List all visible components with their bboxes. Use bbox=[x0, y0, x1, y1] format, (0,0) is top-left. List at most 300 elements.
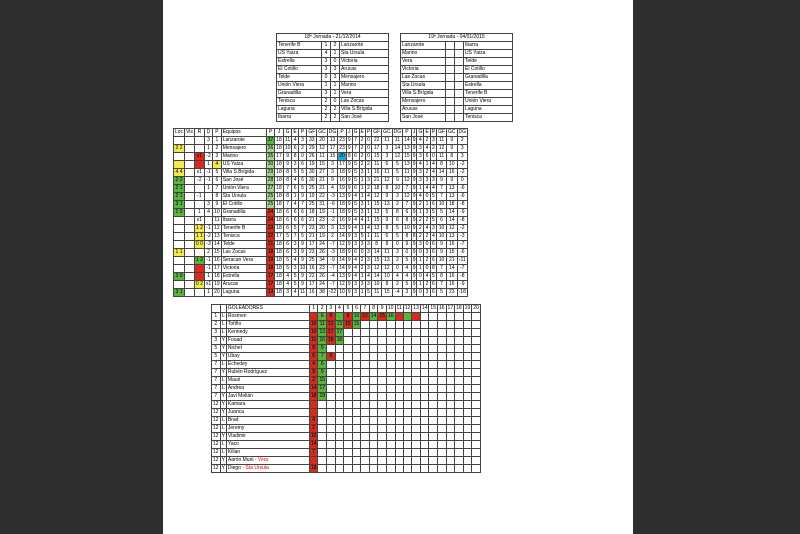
team-name: El Cotillo bbox=[221, 201, 266, 209]
standings-cell: 1 bbox=[367, 169, 370, 175]
goal-cell bbox=[318, 401, 327, 409]
standings-cell: 3 bbox=[367, 257, 370, 263]
standings-cell: -7 bbox=[457, 265, 468, 273]
goal-cell: 10 bbox=[310, 433, 317, 439]
goal-cell bbox=[412, 401, 421, 409]
standings-cell bbox=[174, 153, 185, 161]
scorer-team-note: - Sta Úrsula bbox=[240, 465, 269, 471]
standings-cell: 13 bbox=[339, 193, 345, 199]
standings-cell: 0 bbox=[360, 249, 364, 255]
standings-header: D bbox=[204, 129, 212, 137]
standings-cell: 3 bbox=[213, 153, 222, 161]
scorer-team-initial: Y bbox=[221, 409, 225, 415]
standings-cell: 13 bbox=[447, 233, 458, 241]
goal-cell bbox=[361, 321, 370, 329]
standings-cell: 2 bbox=[425, 233, 429, 239]
standings-cell: 9 bbox=[347, 225, 351, 231]
scorer-name-text: Juanca bbox=[227, 409, 245, 415]
standings-header: GF bbox=[308, 129, 316, 135]
standings-cell: 6 bbox=[352, 185, 359, 193]
standings-cell bbox=[185, 289, 195, 297]
standings-cell bbox=[174, 265, 185, 273]
standings-cell: 13 bbox=[214, 233, 220, 239]
standings-cell: 1 2 bbox=[195, 257, 203, 263]
goal-cell bbox=[395, 409, 403, 417]
standings-cell: 12 bbox=[404, 177, 410, 183]
standings-cell: 16 bbox=[372, 169, 382, 177]
goal-cell bbox=[429, 409, 438, 417]
fixture-row bbox=[401, 106, 513, 114]
standings-cell: 15 bbox=[214, 249, 220, 255]
goal-cell bbox=[378, 321, 387, 329]
standings-cell: 2 bbox=[425, 217, 429, 223]
standings-cell: 20 bbox=[339, 153, 345, 159]
standings-header: Equipos bbox=[221, 129, 266, 137]
goal-cell: 18 bbox=[328, 337, 334, 343]
fixture-row bbox=[277, 82, 389, 90]
away-score: 0 bbox=[331, 98, 340, 106]
standings-cell: 9 bbox=[437, 241, 447, 249]
standings-cell: 9 bbox=[347, 209, 351, 215]
standings-cell: 11 bbox=[392, 137, 403, 145]
standings-cell: 3 bbox=[327, 225, 338, 233]
standings-cell: 6 bbox=[283, 249, 292, 257]
home-score: 1 bbox=[322, 42, 331, 50]
fixture-row bbox=[401, 74, 513, 82]
standings-cell: x1 bbox=[205, 281, 212, 287]
goal-cell bbox=[446, 337, 455, 345]
goal-cell bbox=[403, 425, 412, 433]
standings-cell: 24 bbox=[317, 241, 328, 249]
fixture-row bbox=[401, 50, 513, 58]
away-score bbox=[455, 58, 464, 66]
goal-cell bbox=[455, 449, 464, 457]
standings-cell: 3 bbox=[392, 193, 403, 201]
scorer-name-text: Aarón Muni bbox=[227, 457, 254, 463]
standings-cell: 16 bbox=[214, 257, 220, 263]
standings-cell: 10 bbox=[214, 209, 220, 215]
standings-cell: 5 bbox=[360, 233, 364, 239]
standings-header: P bbox=[403, 129, 412, 137]
goal-cell bbox=[386, 393, 395, 401]
standings-cell: 5 bbox=[392, 225, 403, 233]
goal-cell bbox=[472, 377, 481, 385]
goal-cell bbox=[361, 393, 370, 401]
standings-cell bbox=[185, 233, 195, 241]
goal-cell bbox=[472, 409, 481, 417]
standings-cell: 10 bbox=[437, 233, 447, 241]
standings-cell: 3 bbox=[327, 161, 338, 169]
goal-cell bbox=[455, 465, 464, 473]
standings-cell: 9 bbox=[347, 265, 351, 271]
goal-cell bbox=[420, 449, 429, 457]
scorer-name-text: Fouad bbox=[227, 337, 243, 343]
standings-cell: 13 bbox=[382, 257, 393, 265]
goal-cell bbox=[420, 361, 429, 369]
standings-cell: 2 bbox=[417, 201, 424, 209]
standings-cell: 9 bbox=[347, 217, 351, 223]
goal-cell bbox=[344, 417, 353, 425]
scorer-name bbox=[226, 449, 309, 457]
scorer-row bbox=[212, 361, 481, 369]
standings-cell: 3 bbox=[360, 241, 364, 247]
standings-cell: 18 bbox=[276, 241, 282, 247]
goal-cell bbox=[395, 337, 403, 345]
scorer-position: 3 bbox=[212, 329, 221, 337]
standings-row bbox=[174, 273, 468, 281]
standings-cell: 5 bbox=[352, 177, 359, 185]
standings-cell: 10 bbox=[382, 273, 393, 281]
away-team: Sta Úrsula bbox=[340, 50, 389, 58]
goal-cell bbox=[369, 337, 378, 345]
standings-cell: 9 bbox=[412, 289, 416, 295]
standings-cell: 18 bbox=[339, 249, 345, 255]
goal-cell bbox=[446, 377, 455, 385]
goal-cell bbox=[412, 361, 421, 369]
goal-cell bbox=[412, 329, 421, 337]
scorer-team-initial: L bbox=[221, 417, 225, 423]
standings-cell: 10 bbox=[372, 281, 382, 289]
standings-cell: 2 bbox=[392, 201, 403, 209]
standings-cell: 3 bbox=[293, 161, 297, 167]
goal-cell bbox=[352, 393, 361, 401]
standings-cell: 6 bbox=[403, 209, 412, 217]
goal-cell bbox=[378, 425, 387, 433]
goal-cell bbox=[335, 369, 344, 377]
home-score: 3 bbox=[322, 58, 331, 66]
standings-cell: 18 bbox=[276, 217, 282, 223]
scorer-position: 1 bbox=[212, 313, 221, 321]
standings-cell: 6 bbox=[432, 281, 435, 287]
goal-cell bbox=[463, 449, 472, 457]
goal-cell bbox=[344, 465, 353, 473]
standings-header: J bbox=[412, 129, 416, 135]
standings-cell: 7 bbox=[437, 265, 447, 273]
standings-cell: 14 bbox=[404, 137, 410, 143]
goal-cell bbox=[472, 465, 481, 473]
standings-cell: 2 bbox=[425, 169, 429, 175]
standings-cell: 3 bbox=[417, 153, 424, 161]
home-team: Granadilla bbox=[277, 90, 322, 98]
goal-cell bbox=[412, 385, 421, 393]
standings-cell: 6 bbox=[437, 217, 447, 225]
goal-cell bbox=[335, 377, 344, 385]
standings-cell: -22 bbox=[328, 289, 337, 295]
standings-row bbox=[174, 161, 468, 169]
standings-cell: 5 bbox=[367, 289, 370, 295]
standings-cell: 2 bbox=[298, 145, 307, 153]
standings-row bbox=[174, 185, 468, 193]
standings-cell: 18 bbox=[276, 289, 282, 295]
goal-cell bbox=[395, 425, 403, 433]
standings-cell: 0 bbox=[392, 241, 403, 249]
goal-cell bbox=[463, 361, 472, 369]
goal-cell bbox=[395, 361, 403, 369]
goal-cell bbox=[352, 441, 361, 449]
standings-cell: 18 bbox=[267, 249, 274, 255]
scorer-team-initial: Y bbox=[221, 465, 225, 471]
standings-cell: 18 bbox=[276, 193, 282, 199]
fixture-row bbox=[401, 66, 513, 74]
away-score bbox=[455, 42, 464, 50]
standings-cell: 19 bbox=[307, 193, 317, 201]
standings-cell: 5 bbox=[298, 233, 307, 241]
away-team: Unión Viera bbox=[464, 98, 513, 106]
standings-row bbox=[174, 225, 468, 233]
standings-cell: 5 bbox=[283, 265, 292, 273]
standings-cell: -1 bbox=[206, 169, 211, 175]
scorer-name bbox=[226, 329, 309, 337]
standings-cell: 14 bbox=[339, 265, 345, 271]
goal-cell bbox=[455, 329, 464, 337]
standings-cell: 1 bbox=[360, 177, 364, 183]
goal-cell bbox=[369, 321, 378, 329]
standings-cell: 3 2 bbox=[174, 145, 185, 153]
standings-cell: 7 bbox=[437, 281, 447, 289]
standings-cell: 15 bbox=[447, 249, 458, 257]
goal-cell bbox=[455, 425, 464, 433]
standings-cell: 0 bbox=[417, 249, 424, 257]
fixtures-table-19 bbox=[400, 33, 513, 122]
standings-header: Loc bbox=[175, 129, 184, 135]
standings-cell: 5 bbox=[403, 281, 412, 289]
fixture-title: 18ª Jornada - 21/12/2014 bbox=[277, 34, 389, 42]
standings-cell bbox=[185, 257, 195, 265]
standings-cell bbox=[174, 233, 185, 241]
goal-cell bbox=[437, 433, 446, 441]
goal-cell bbox=[327, 425, 336, 433]
standings-cell: 9 bbox=[213, 201, 222, 209]
standings-cell bbox=[185, 273, 195, 281]
standings-cell: 4 bbox=[432, 169, 435, 175]
goal-cell bbox=[386, 425, 395, 433]
goal-cell: 15 bbox=[319, 377, 326, 383]
standings-cell: 15 bbox=[404, 153, 410, 159]
scorer-row bbox=[212, 321, 481, 329]
standings-cell: 18 bbox=[339, 169, 345, 175]
standings-cell: 9 bbox=[412, 273, 416, 279]
standings-cell: 9 bbox=[447, 137, 458, 145]
standings-cell: 2 bbox=[432, 145, 435, 151]
standings-cell: 3 bbox=[425, 249, 429, 255]
goal-cell bbox=[309, 313, 318, 321]
standings-cell: 12 bbox=[339, 241, 345, 247]
standings-cell: 3 bbox=[382, 153, 393, 161]
goal-cell bbox=[361, 337, 370, 345]
scorer-team-initial: L bbox=[221, 361, 225, 367]
goal-cell bbox=[437, 377, 446, 385]
standings-header: DG bbox=[328, 129, 337, 135]
standings-cell: 0 bbox=[425, 193, 429, 199]
home-team: Las Zocas bbox=[401, 74, 446, 82]
scorer-name-text: Andrea bbox=[227, 385, 245, 391]
goal-cell bbox=[335, 353, 344, 361]
scorer-position: 12 bbox=[213, 441, 219, 447]
away-score: 3 bbox=[331, 66, 340, 74]
goal-cell bbox=[420, 425, 429, 433]
standings-cell: 3 bbox=[298, 137, 307, 145]
goal-cell bbox=[412, 393, 421, 401]
goal-cell: 2 bbox=[309, 425, 318, 433]
goal-cell bbox=[455, 385, 464, 393]
standings-header: E bbox=[360, 129, 364, 135]
standings-cell: 27 bbox=[267, 185, 274, 191]
goal-cell bbox=[429, 337, 438, 345]
standings-cell: 9 bbox=[412, 145, 416, 151]
away-team: El Cotillo bbox=[464, 66, 513, 74]
goal-cell bbox=[429, 433, 438, 441]
scorer-row bbox=[212, 433, 481, 441]
standings-cell: 5 bbox=[213, 169, 222, 177]
round-header: 11 bbox=[396, 305, 402, 311]
standings-cell: 9 bbox=[382, 217, 393, 225]
goal-cell bbox=[437, 457, 446, 465]
scorer-row bbox=[212, 409, 481, 417]
standings-cell: 2 bbox=[360, 137, 364, 143]
standings-header: E bbox=[293, 129, 297, 135]
standings-cell: 11 bbox=[382, 169, 393, 177]
standings-cell: 17 bbox=[307, 241, 317, 249]
fixture-row bbox=[277, 90, 389, 98]
goal-cell bbox=[446, 409, 455, 417]
home-team: Sta Úrsula bbox=[401, 82, 446, 90]
standings-cell bbox=[185, 193, 195, 201]
standings-cell bbox=[185, 161, 195, 169]
goal-cell bbox=[403, 409, 412, 417]
standings-cell: 3 bbox=[425, 209, 429, 215]
goal-cell bbox=[344, 457, 353, 465]
goal-cell bbox=[403, 353, 412, 361]
standings-cell: 25 bbox=[307, 185, 317, 193]
away-score bbox=[455, 82, 464, 90]
goal-cell bbox=[412, 409, 421, 417]
team-name: US Yaiza bbox=[221, 161, 266, 169]
standings-cell: 1 bbox=[417, 185, 424, 193]
standings-cell: 9 bbox=[412, 225, 416, 231]
home-score bbox=[446, 90, 455, 98]
fixtures-table-18 bbox=[276, 33, 389, 122]
standings-cell: 23 bbox=[317, 217, 328, 225]
standings-cell bbox=[185, 201, 195, 209]
goal-cell bbox=[463, 425, 472, 433]
standings-cell: 9 bbox=[412, 161, 416, 167]
standings-cell bbox=[185, 153, 195, 161]
goal-cell bbox=[369, 441, 378, 449]
standings-cell: -9 bbox=[327, 257, 338, 265]
goal-cell bbox=[429, 353, 438, 361]
standings-cell: 9 bbox=[412, 169, 416, 175]
standings-cell: 19 bbox=[267, 257, 274, 263]
goal-cell bbox=[335, 393, 344, 401]
standings-cell: 3 1 bbox=[174, 201, 185, 209]
standings-header: Vis bbox=[186, 129, 193, 135]
standings-cell: 1 bbox=[360, 185, 364, 191]
standings-cell: 0 bbox=[425, 265, 429, 271]
scorer-name-text: Nichel bbox=[227, 345, 242, 351]
goal-cell bbox=[309, 401, 318, 409]
standings-cell: 10 bbox=[392, 185, 403, 193]
standings-cell: -7 bbox=[327, 241, 338, 249]
document-page bbox=[163, 0, 633, 534]
scorer-name bbox=[226, 401, 309, 409]
goal-cell bbox=[352, 409, 361, 417]
goal-cell bbox=[395, 377, 403, 385]
goal-cell bbox=[369, 385, 378, 393]
standings-cell: 11 bbox=[285, 137, 291, 143]
standings-cell: -1 bbox=[206, 257, 211, 263]
goal-cell bbox=[327, 401, 336, 409]
away-team: Mensajero bbox=[340, 74, 389, 82]
team-name: Arucas bbox=[221, 281, 266, 289]
scorer-team-initial: L bbox=[221, 329, 225, 335]
standings-cell: 2 bbox=[204, 249, 212, 257]
standings-header: DG bbox=[458, 129, 467, 135]
standings-cell: 3 bbox=[352, 241, 359, 249]
standings-cell: 1 bbox=[360, 193, 364, 199]
goal-cell bbox=[412, 465, 421, 473]
standings-cell: 4 bbox=[432, 185, 435, 191]
standings-cell: 9 bbox=[412, 193, 416, 199]
goal-cell bbox=[327, 377, 336, 385]
standings-cell: 19 bbox=[214, 281, 220, 287]
standings-cell: 21 bbox=[307, 233, 317, 241]
standings-cell: 0 bbox=[392, 265, 403, 273]
standings-cell: x1 bbox=[194, 153, 204, 161]
standings-cell: 1 2 bbox=[195, 225, 203, 231]
standings-cell: 7 bbox=[352, 145, 359, 153]
goal-cell bbox=[361, 377, 370, 385]
standings-cell: 31 bbox=[317, 201, 328, 209]
goal-cell bbox=[403, 433, 412, 441]
goal-cell: 9 bbox=[318, 369, 327, 377]
standings-cell: 23 bbox=[447, 289, 458, 297]
scorer-name bbox=[226, 337, 309, 345]
standings-cell: 3 bbox=[457, 145, 468, 153]
standings-cell bbox=[185, 177, 195, 185]
standings-cell: 16 bbox=[447, 273, 458, 281]
standings-cell: 0 bbox=[425, 241, 429, 247]
standings-cell: 6 bbox=[392, 217, 403, 225]
goal-cell bbox=[403, 337, 412, 345]
standings-cell: 3 bbox=[432, 177, 435, 183]
standings-cell: 18 bbox=[307, 209, 317, 217]
standings-cell: 14 bbox=[447, 209, 458, 217]
goal-cell bbox=[455, 345, 464, 353]
standings-cell: 6 bbox=[283, 225, 292, 233]
standings-cell: 1 bbox=[367, 201, 370, 207]
fixture-row bbox=[277, 114, 389, 122]
standings-cell: 0 bbox=[417, 273, 424, 281]
standings-header: E bbox=[425, 129, 429, 135]
home-score bbox=[446, 58, 455, 66]
goal-cell bbox=[446, 401, 455, 409]
standings-cell: 9 bbox=[298, 273, 307, 281]
standings-cell: -9 bbox=[457, 281, 468, 289]
standings-cell: 13 bbox=[447, 193, 458, 201]
goal-cell bbox=[335, 313, 344, 321]
standings-cell: 5 bbox=[298, 185, 307, 193]
round-header: 7 bbox=[361, 305, 370, 313]
standings-cell: 9 bbox=[298, 281, 307, 289]
home-score: 2 bbox=[322, 98, 331, 106]
goal-cell bbox=[344, 329, 353, 337]
standings-cell: 8 bbox=[293, 153, 297, 159]
goal-cell: 16 bbox=[319, 337, 326, 343]
standings-cell: 36 bbox=[267, 145, 274, 151]
standings-cell: 25 bbox=[267, 193, 274, 199]
fixture-row bbox=[277, 50, 389, 58]
goal-cell bbox=[412, 425, 421, 433]
